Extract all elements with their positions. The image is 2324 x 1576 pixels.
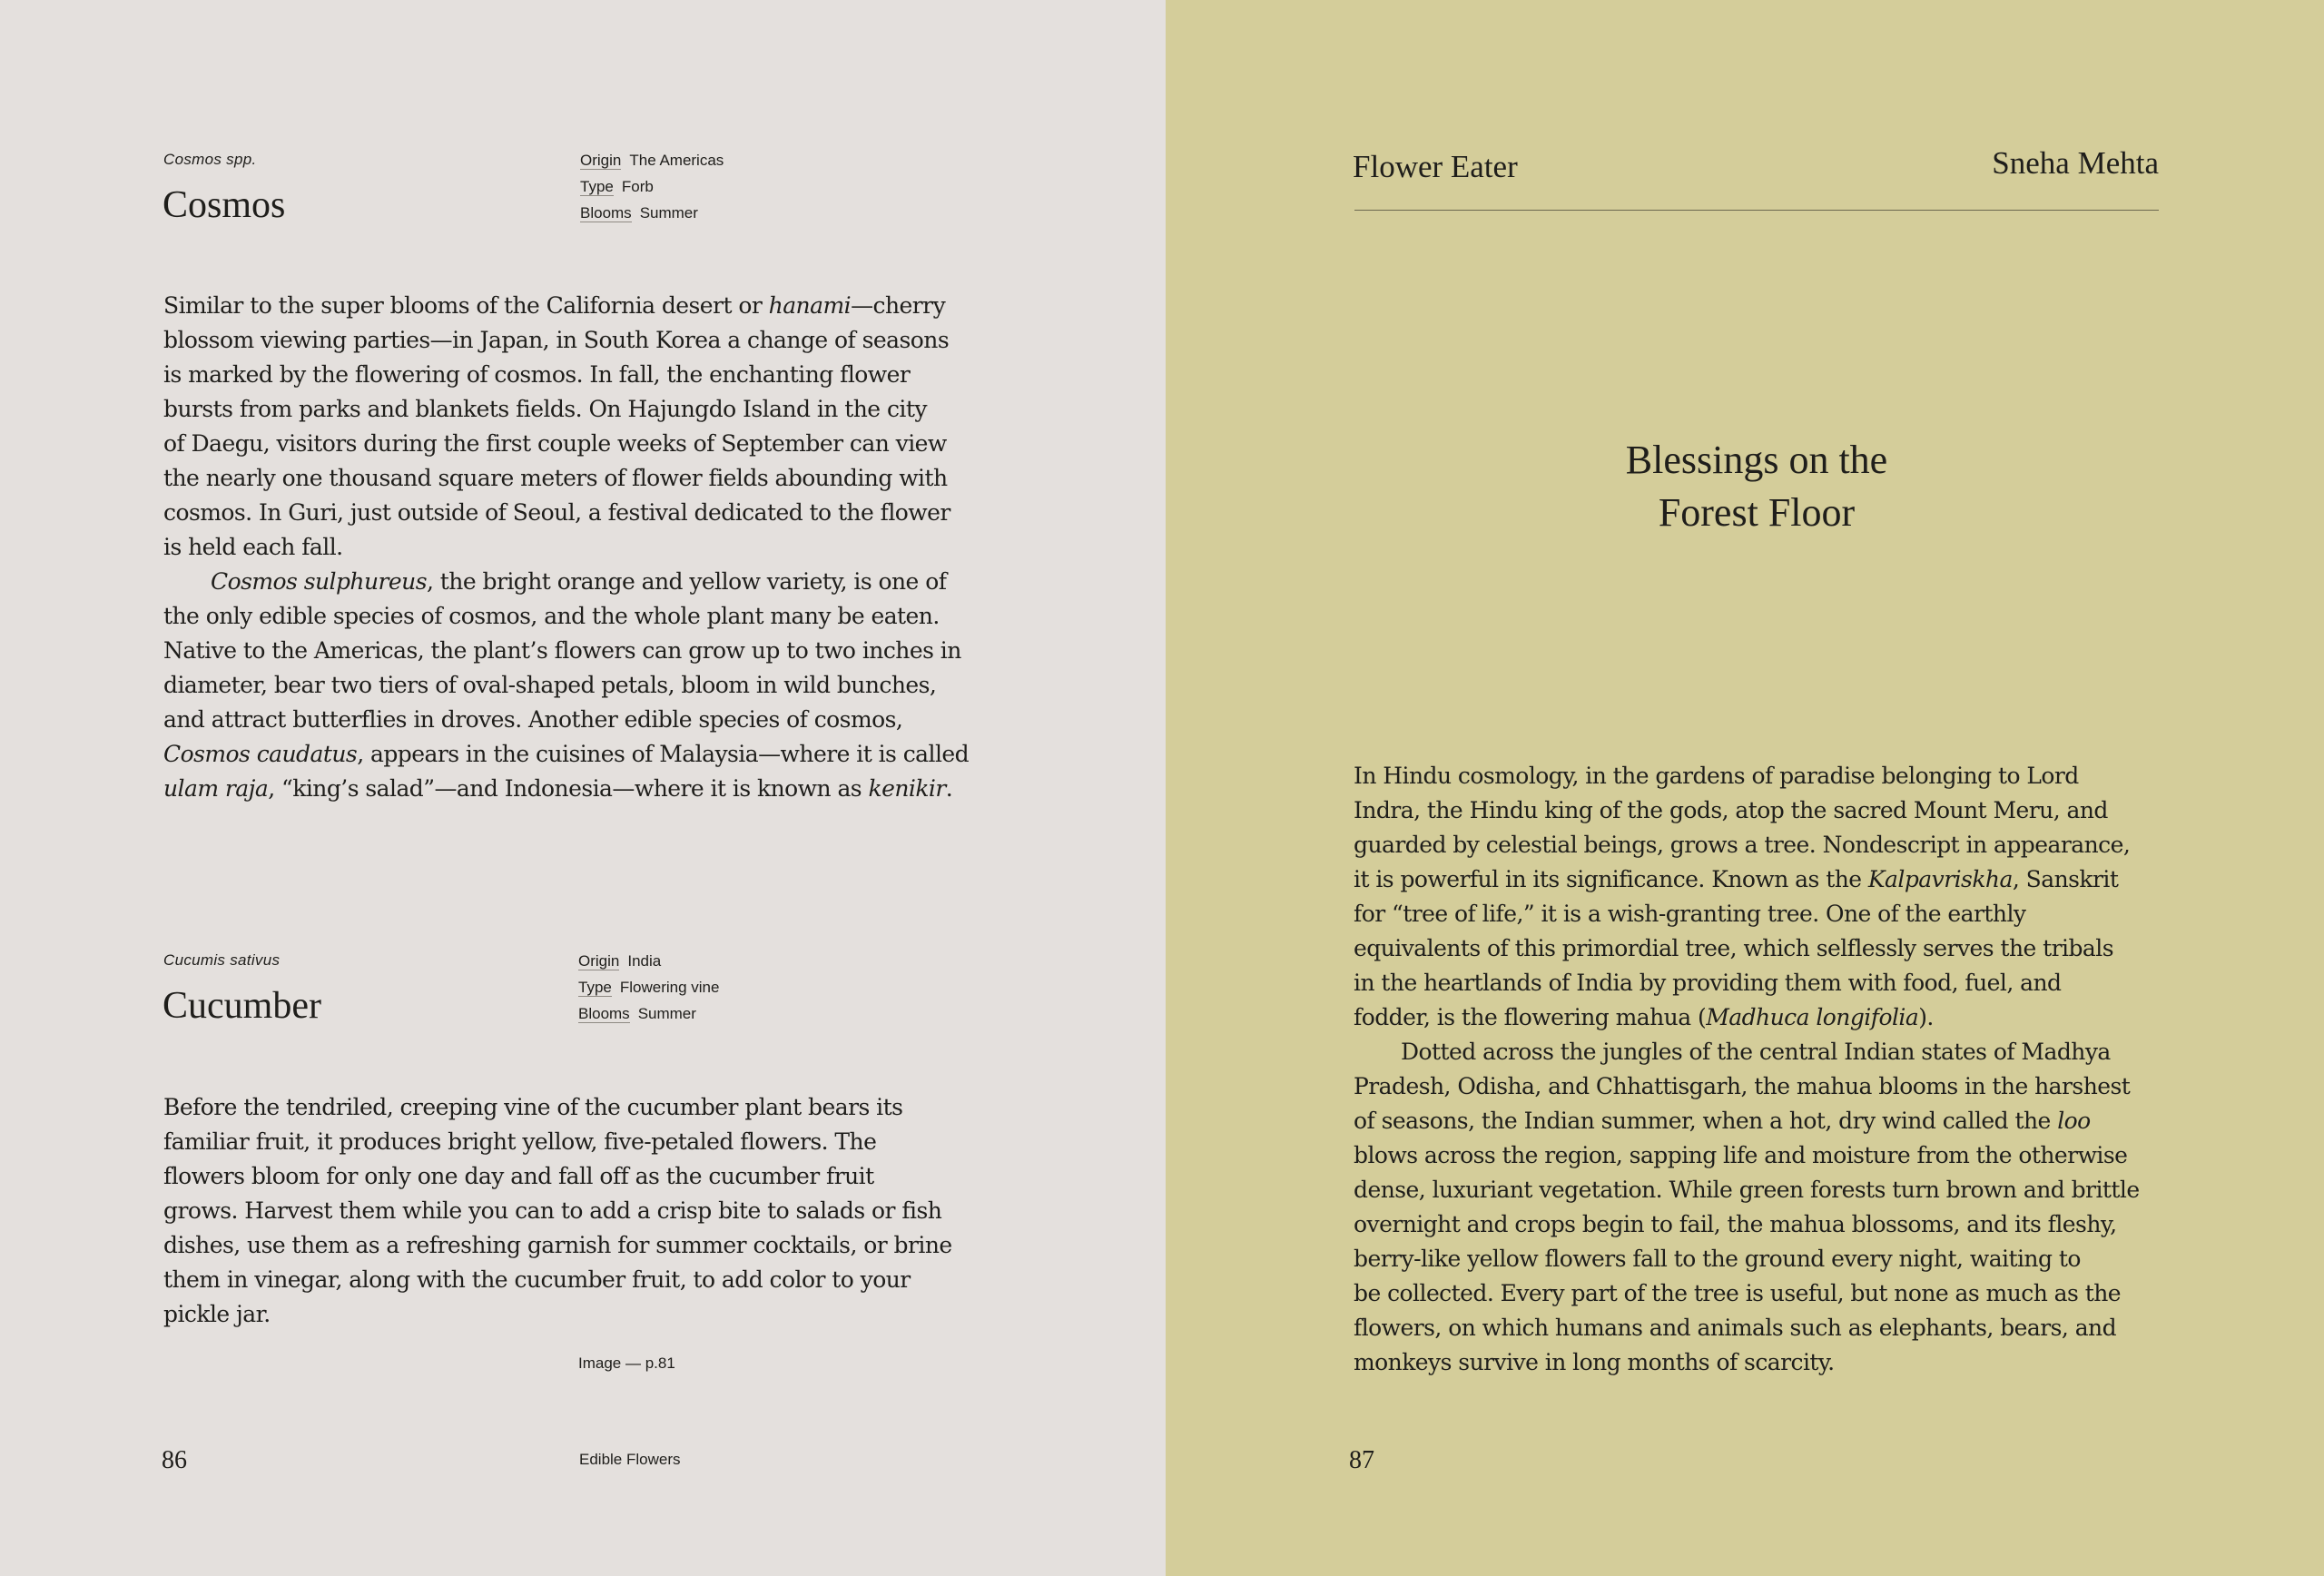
text-segment: berry-like yellow flowers fall to the ground every night, waiting to <box>1354 1246 2081 1272</box>
cucumber-scientific-name: Cucumis sativus <box>163 951 281 969</box>
type-value: Forb <box>621 178 654 195</box>
text-segment: is marked by the flowering of cosmos. In fall, the enchanting flower <box>163 361 911 388</box>
text-line <box>163 1125 952 1159</box>
text-segment: cosmos. In Guri, just outside of Seoul, a festival dedicated to the flower <box>163 499 950 526</box>
page-number-left: 86 <box>162 1446 187 1474</box>
text-line <box>1354 1138 2140 1173</box>
text-line <box>163 427 969 461</box>
text-segment: Dotted across the jungles of the central Indian states of Madhya <box>1401 1039 2111 1065</box>
text-segment: Indra, the Hindu king of the gods, atop the sacred Mount Meru, and <box>1354 797 2108 823</box>
text-segment: blows across the region, sapping life and moisture from the otherwise <box>1354 1142 2128 1168</box>
text-segment: monkeys survive in long months of scarcity. <box>1354 1349 1835 1375</box>
italic-text: loo <box>2057 1108 2091 1134</box>
text-line <box>163 634 969 668</box>
text-line <box>163 323 969 358</box>
text-segment: dense, luxuriant vegetation. While green forests turn brown and brittle <box>1354 1177 2140 1203</box>
text-segment: fodder, is the flowering mahua ( <box>1354 1004 1707 1030</box>
origin-value: The Americas <box>629 152 724 169</box>
cucumber-body-text <box>163 1090 952 1332</box>
text-line <box>1354 862 2140 897</box>
blooms-label: Blooms <box>580 204 632 222</box>
text-segment: bursts from parks and blankets fields. On Hajungdo Island in the city <box>163 396 927 422</box>
text-line <box>163 737 969 772</box>
italic-text: ulam raja <box>163 775 269 802</box>
text-line <box>1354 1276 2140 1311</box>
cucumber-meta <box>578 948 719 1027</box>
italic-text: kenikir <box>868 775 946 802</box>
text-line <box>1354 1207 2140 1242</box>
text-segment: dishes, use them as a refreshing garnish for summer cocktails, or brine <box>163 1232 952 1258</box>
text-segment: for “tree of life,” it is a wish-granting tree. One of the earthly <box>1354 901 2026 927</box>
italic-text: hanami <box>768 292 852 319</box>
text-segment: , appears in the cuisines of Malaysia—where it is called <box>357 741 970 767</box>
text-line <box>1354 1035 2140 1069</box>
author-name: Sneha Mehta <box>1992 145 2159 181</box>
cucumber-title: Cucumber <box>162 985 321 1027</box>
text-segment: In Hindu cosmology, in the gardens of paradise belonging to Lord <box>1354 763 2079 789</box>
text-line <box>163 668 969 703</box>
running-title: Flower Eater <box>1353 149 1518 184</box>
text-segment: flowers, on which humans and animals such as elephants, bears, and <box>1354 1315 2117 1341</box>
chapter-title-line-1: Blessings on the <box>1625 438 1888 482</box>
text-segment: in the heartlands of India by providing them with food, fuel, and <box>1354 970 2062 996</box>
text-segment: the only edible species of cosmos, and the whole plant many be eaten. <box>163 603 940 629</box>
italic-text: Kalpavriskha <box>1867 866 2013 892</box>
cosmos-title: Cosmos <box>162 184 286 226</box>
blooms-value: Summer <box>637 1005 696 1022</box>
type-label: Type <box>578 979 612 996</box>
text-line <box>1354 931 2140 966</box>
text-segment: overnight and crops begin to fail, the mahua blossoms, and its fleshy, <box>1354 1211 2117 1237</box>
text-line <box>1354 1069 2140 1104</box>
text-segment: pickle jar. <box>163 1301 271 1327</box>
text-segment: . <box>945 775 953 802</box>
text-segment: diameter, bear two tiers of oval-shaped petals, bloom in wild bunches, <box>163 672 937 698</box>
text-line <box>163 1297 952 1332</box>
origin-label: Origin <box>580 152 622 169</box>
text-segment: —cherry <box>851 292 946 319</box>
text-line <box>1354 1000 2140 1035</box>
cosmos-meta <box>580 147 724 226</box>
text-segment: and attract butterflies in droves. Another edible species of cosmos, <box>163 706 903 733</box>
text-segment: of seasons, the Indian summer, when a hot, dry wind called the <box>1354 1108 2058 1134</box>
cosmos-body-text <box>163 289 969 806</box>
text-line <box>1354 1173 2140 1207</box>
text-line <box>163 1090 952 1125</box>
text-line <box>163 565 969 599</box>
text-segment: , the bright orange and yellow variety, is one of <box>427 568 947 595</box>
text-segment: equivalents of this primordial tree, which selflessly serves the tribals <box>1354 935 2114 961</box>
text-line <box>163 772 969 806</box>
text-segment: it is powerful in its significance. Known as the <box>1354 866 1868 892</box>
header-rule <box>1354 210 2159 211</box>
origin-label: Origin <box>578 952 620 970</box>
text-line <box>163 289 969 323</box>
text-line <box>163 599 969 634</box>
text-segment: is held each fall. <box>163 534 343 560</box>
text-line <box>163 703 969 737</box>
cosmos-scientific-name: Cosmos spp. <box>163 151 257 168</box>
text-segment: familiar fruit, it produces bright yellow, five-petaled flowers. The <box>163 1128 877 1155</box>
text-line <box>1354 1242 2140 1276</box>
chapter-title <box>1354 434 2159 539</box>
running-footer: Edible Flowers <box>579 1451 681 1468</box>
text-segment: of Daegu, visitors during the first couple weeks of September can view <box>163 430 947 457</box>
text-line <box>1354 1104 2140 1138</box>
image-reference: Image — p.81 <box>578 1354 675 1372</box>
italic-text: Cosmos caudatus <box>163 741 358 767</box>
text-line <box>1354 793 2140 828</box>
text-line <box>163 461 969 496</box>
text-line <box>1354 1311 2140 1345</box>
text-segment: grows. Harvest them while you can to add a crisp bite to salads or fish <box>163 1197 942 1224</box>
text-line <box>1354 1345 2140 1380</box>
type-value: Flowering vine <box>619 979 720 996</box>
text-segment: guarded by celestial beings, grows a tree. Nondescript in appearance, <box>1354 832 2131 858</box>
text-line <box>163 358 969 392</box>
page-number-right: 87 <box>1349 1446 1374 1474</box>
text-segment: Native to the Americas, the plant’s flowers can grow up to two inches in <box>163 637 961 664</box>
text-segment: Pradesh, Odisha, and Chhattisgarh, the mahua blooms in the harshest <box>1354 1073 2131 1099</box>
text-segment: flowers bloom for only one day and fall off as the cucumber fruit <box>163 1163 874 1189</box>
text-line <box>163 530 969 565</box>
text-line <box>163 1263 952 1297</box>
blooms-label: Blooms <box>578 1005 630 1022</box>
text-line <box>163 1228 952 1263</box>
text-segment: be collected. Every part of the tree is useful, but none as much as the <box>1354 1280 2121 1306</box>
chapter-body-text <box>1354 759 2140 1380</box>
text-line <box>1354 828 2140 862</box>
chapter-title-line-2: Forest Floor <box>1658 490 1856 535</box>
text-segment: blossom viewing parties—in Japan, in South Korea a change of seasons <box>163 327 950 353</box>
text-segment: them in vinegar, along with the cucumber fruit, to add color to your <box>163 1266 911 1293</box>
text-segment: Before the tendriled, creeping vine of the cucumber plant bears its <box>163 1094 903 1120</box>
text-segment: the nearly one thousand square meters of flower fields abounding with <box>163 465 948 491</box>
text-line <box>163 496 969 530</box>
text-line <box>163 1194 952 1228</box>
text-segment: ). <box>1918 1004 1934 1030</box>
right-page <box>1166 0 2324 1576</box>
text-segment: Similar to the super blooms of the California desert or <box>163 292 769 319</box>
blooms-value: Summer <box>639 204 698 222</box>
text-line <box>1354 897 2140 931</box>
type-label: Type <box>580 178 614 195</box>
text-segment: , Sanskrit <box>2012 866 2119 892</box>
text-line <box>163 1159 952 1194</box>
origin-value: India <box>627 952 662 970</box>
text-line <box>1354 966 2140 1000</box>
italic-text: Cosmos sulphureus <box>211 568 428 595</box>
italic-text: Madhuca longifolia <box>1706 1004 1919 1030</box>
text-line <box>163 392 969 427</box>
text-segment: , “king’s salad”—and Indonesia—where it is known as <box>268 775 869 802</box>
text-line <box>1354 759 2140 793</box>
